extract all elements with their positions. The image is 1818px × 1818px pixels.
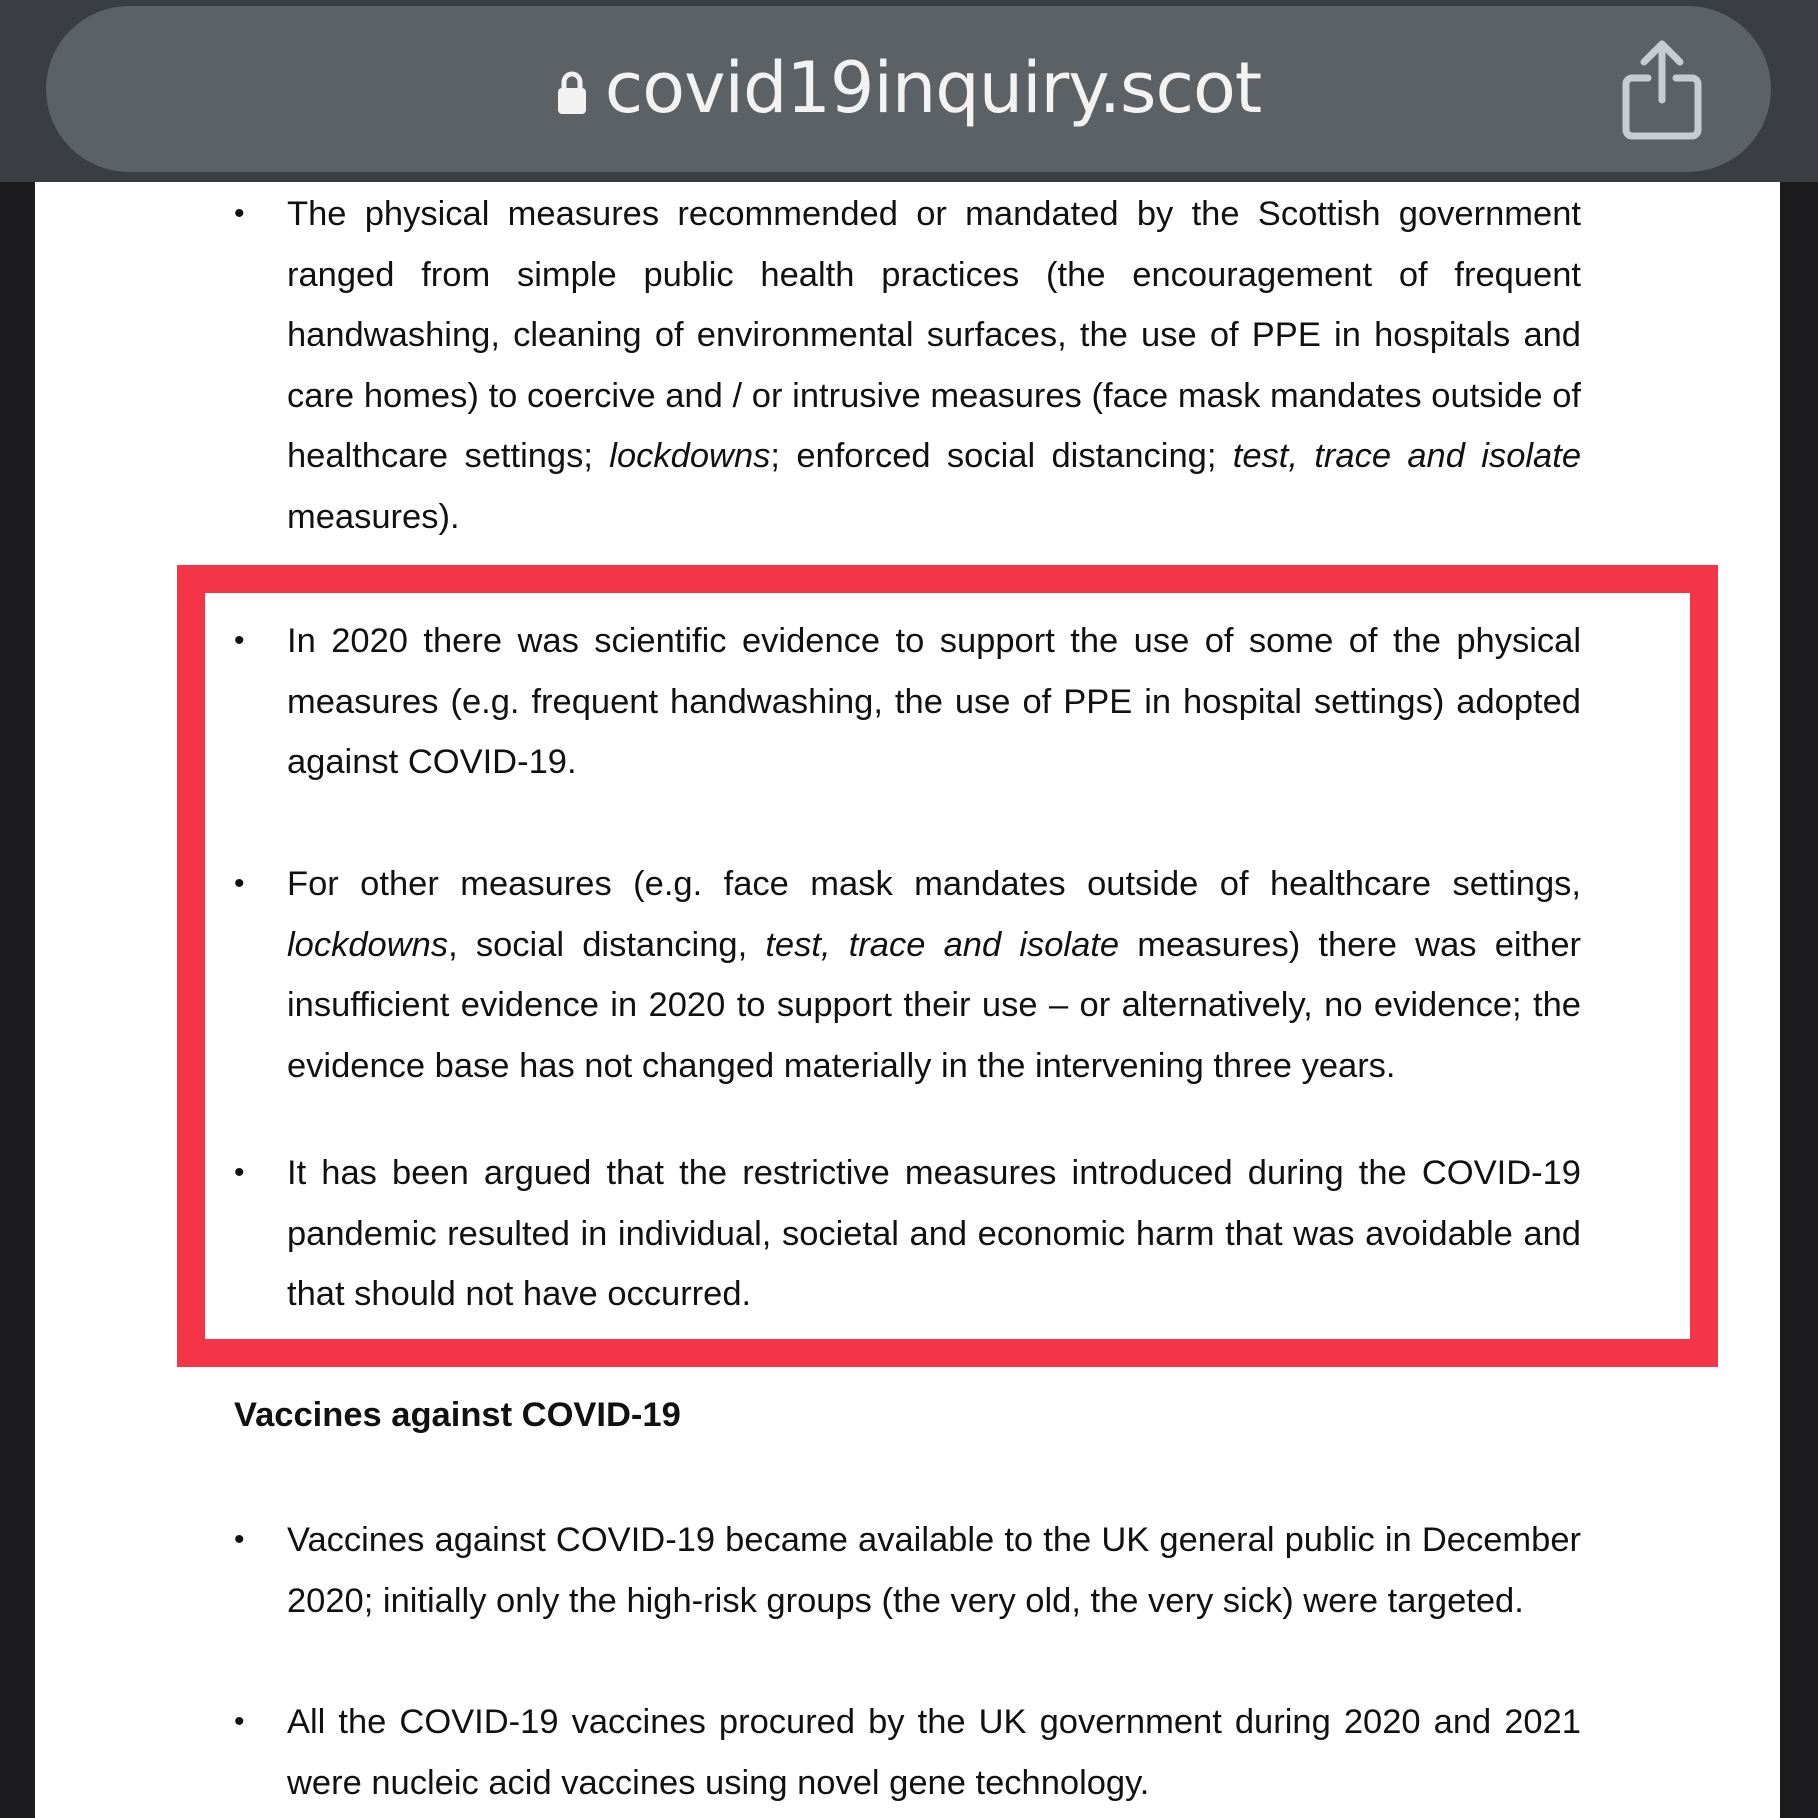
bullet-nucleic-acid-vaccines: All the COVID-19 vaccines procured by the UK government during 2020 and 2021 were nucleic acid vaccines using novel gene technology.	[287, 1703, 1581, 1802]
bullet-scientific-evidence: In 2020 there was scientific evidence to support the use of some of the physical measures (e.g. frequent handwashing, the use of PPE in hospital settings) adopted against COVID-19.	[287, 622, 1581, 781]
bullet-marker: •	[234, 867, 245, 900]
bullet-marker: •	[234, 624, 245, 657]
bullet-other-measures: For other measures (e.g. face mask mandates outside of healthcare settings, lockdowns, social distancing, test, trace and isolate measures) there was either insufficient evidence in 2020 to support their use – or alternatively, no evidence; the evidence base has not changed materially in the intervening three years.	[287, 865, 1581, 1085]
bullet-vaccines-available: Vaccines against COVID-19 became available to the UK general public in December 2020; initially only the high-risk groups (the very old, the very sick) were targeted.	[287, 1521, 1581, 1620]
url-text[interactable]: covid19inquiry.scot	[604, 47, 1262, 129]
bullet-restrictive-harm: It has been argued that the restrictive measures introduced during the COVID-19 pandemic resulted in individual, societal and economic harm that was avoidable and that should not have occurred.	[287, 1154, 1581, 1313]
bullet-marker: •	[234, 1523, 245, 1556]
bullet-marker: •	[234, 1156, 245, 1189]
bullet-physical-measures: The physical measures recommended or mandated by the Scottish government ranged from simple public health practices (the encouragement of frequent handwashing, cleaning of environmental surfaces, the use of PPE in hospitals and care homes) to coercive and / or intrusive measures (face mask mandates outside of healthcare settings; lockdowns; enforced social distancing; test, trace and isolate measures).	[287, 195, 1582, 536]
bullet-marker: •	[234, 197, 245, 230]
section-heading-vaccines: Vaccines against COVID-19	[234, 1396, 681, 1434]
bullet-marker: •	[234, 1705, 245, 1738]
